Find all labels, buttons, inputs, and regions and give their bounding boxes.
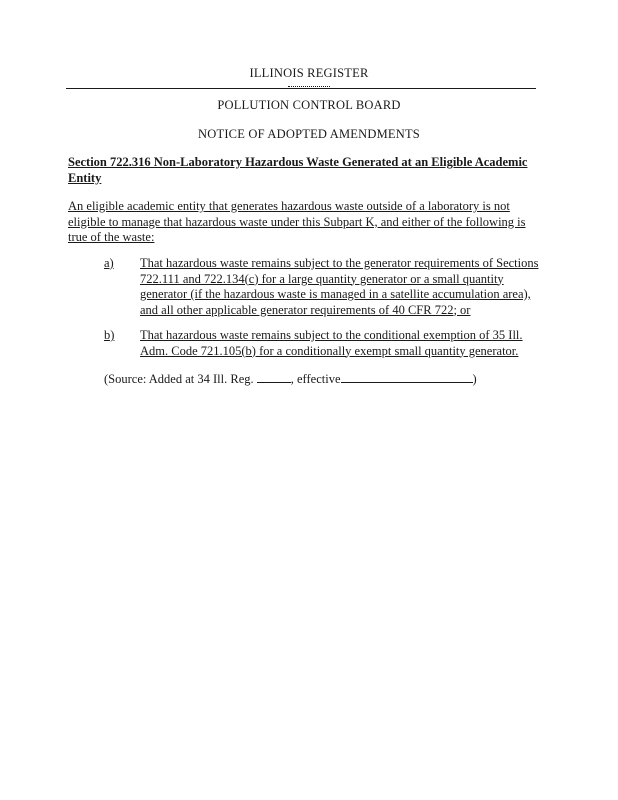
list-item-marker: a)	[104, 256, 114, 270]
intro-text: An eligible academic entity that generates hazardous waste outside of a laboratory is not eligible to manage that hazardous waste under this Subpart K, and either of the following is true of the waste:	[68, 199, 526, 244]
effective-date-blank	[341, 371, 473, 383]
source-note	[104, 371, 477, 387]
source-suffix: )	[472, 372, 477, 386]
notice-title: NOTICE OF ADOPTED AMENDMENTS	[198, 127, 420, 141]
board-name: POLLUTION CONTROL BOARD	[217, 98, 401, 112]
source-prefix: (Source: Added at 34 Ill. Reg.	[104, 372, 254, 386]
list-item-marker: b)	[104, 328, 115, 342]
header-page-mark	[288, 86, 330, 90]
source-middle: , effective	[290, 372, 341, 386]
intro-paragraph	[68, 199, 538, 246]
list-item-text: That hazardous waste remains subject to the generator requirements of Sections 722.111 and 722.134(c) for a large quantity generator or a small quantity generator (if the hazardous waste is managed in a satellite accumulation area), and all other applicable generator requirements of 40 CFR 722; or	[140, 256, 539, 317]
register-title: ILLINOIS REGISTER	[249, 66, 369, 80]
section-heading: Section 722.316 Non-Laboratory Hazardous Waste Generated at an Eligible Academic Entity	[68, 155, 528, 185]
register-page-blank	[257, 371, 291, 383]
list-item-text: That hazardous waste remains subject to the conditional exemption of 35 Ill. Adm. Code 721.105(b) for a conditionally exempt small quantity generator.	[140, 328, 523, 358]
